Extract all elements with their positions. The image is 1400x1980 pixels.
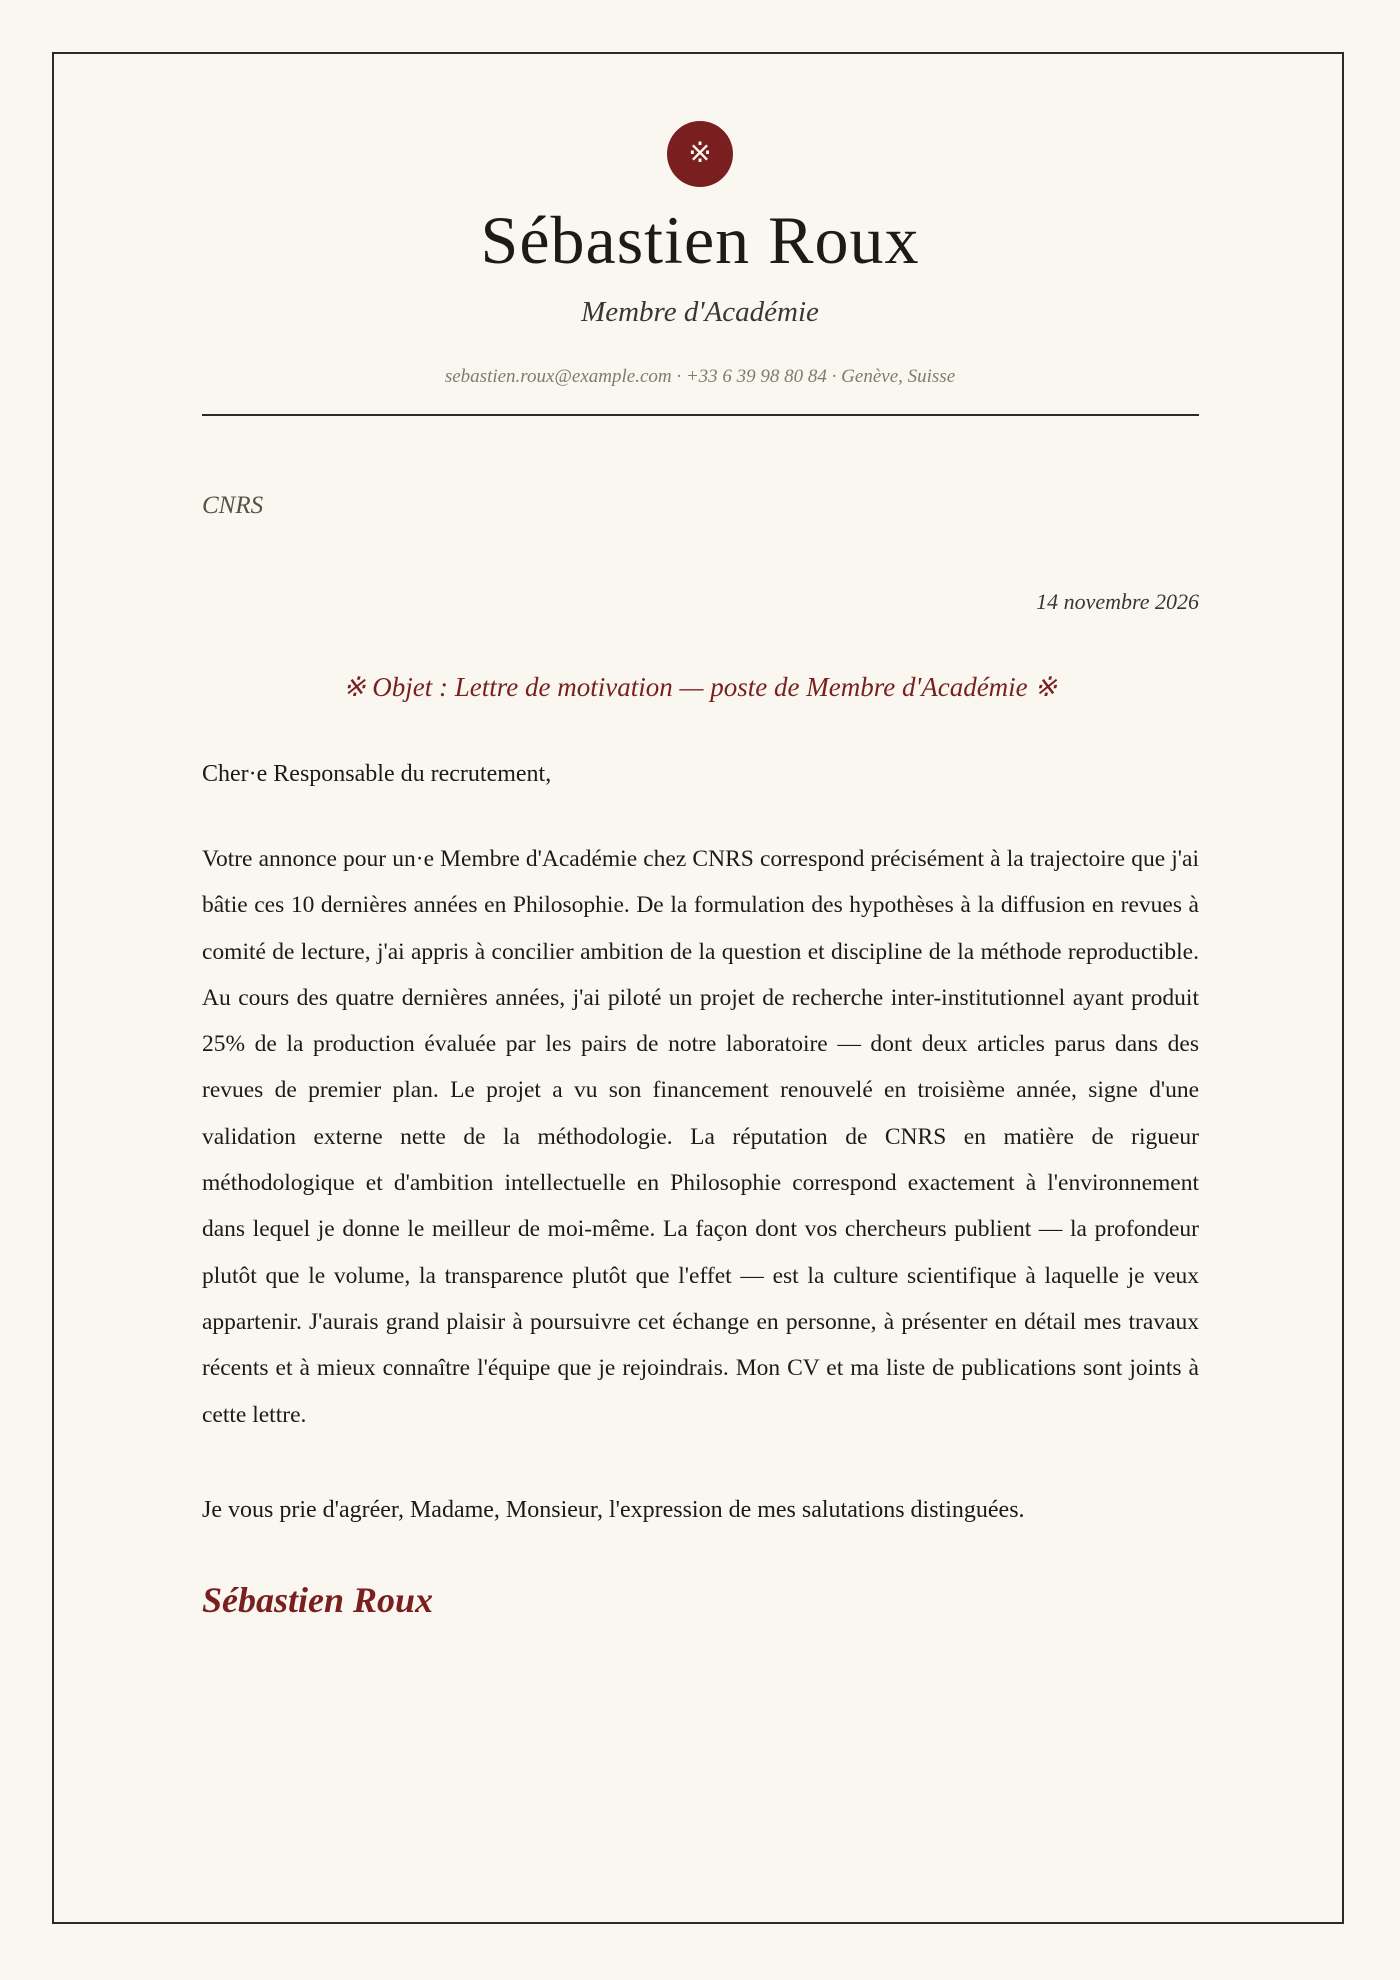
salutation: Cher·e Responsable du recrutement, (202, 761, 552, 787)
sender-title: Membre d'Académie (581, 296, 819, 328)
sender-name: Sébastien Roux (480, 202, 920, 278)
contact-line: sebastien.roux@example.com · +33 6 39 98 80 84 · Genève, Suisse (444, 366, 956, 387)
subject-line: ※ Objet : Lettre de motivation — poste de Membre d'Académie ※ (342, 672, 1058, 702)
closing-formula: Je vous prie d'agréer, Madame, Monsieur, l'expression de mes salutations distinguées. (202, 1497, 1025, 1523)
recipient-organization: CNRS (202, 492, 264, 519)
signature: Sébastien Roux (202, 1580, 434, 1620)
letter-body: Votre annonce pour un·e Membre d'Académie chez CNRS correspond précisément à la trajectoire que j'ai bâtie ces 10 dernières années en Philosophie. De la formulation des hypothèses à la diffusion en revues à comité de lecture, j'ai appris à concilier ambition de la question et discipline de la méthode reproductible. Au cours des quatre dernières années, j'ai piloté un projet de recherche inter-institutionnel ayant produit 25% de la production évaluée par les pairs de notre laboratoire — dont deux articles parus dans des revues de premier plan. Le projet a vu son financement renouvelé en troisième année, signe d'une validation externe nette de la méthodologie. La réputation de CNRS en matière de rigueur méthodologique et d'ambition intellectuelle en Philosophie correspond exactement à l'environnement dans lequel je donne le meilleur de moi-même. La façon dont vos chercheurs publient — la profondeur plutôt que le volume, la transparence plutôt que l'effet — est la culture scientifique à laquelle je veux appartenir. J'aurais grand plaisir à poursuivre cet échange en personne, à présenter en détail mes travaux récents et à mieux connaître l'équipe que je rejoindrais. Mon CV et ma liste de publications sont joints à cette lettre. (202, 846, 1199, 1428)
letter-date: 14 novembre 2026 (1036, 589, 1199, 614)
monogram-seal-icon: ※ (667, 121, 733, 187)
header-divider (202, 414, 1199, 416)
